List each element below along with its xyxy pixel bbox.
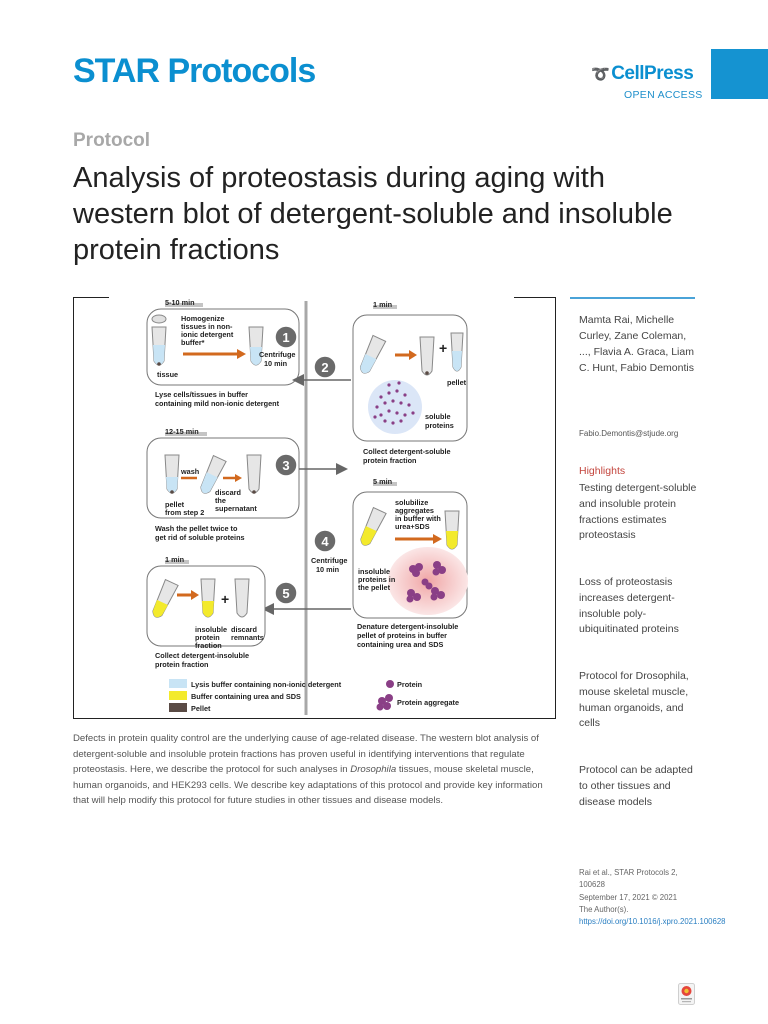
- legend-swatch-urea: [169, 691, 187, 700]
- step3-discard-label: the: [215, 496, 226, 505]
- article-title: Analysis of proteostasis during aging with western blot of detergent-soluble and insoluble protein fractions: [73, 162, 673, 266]
- step3-time: 12-15 min: [165, 427, 199, 436]
- publisher-name: CellPress: [611, 63, 694, 84]
- corner-accent: [711, 49, 768, 99]
- step1-box-line: Homogenize: [181, 314, 225, 323]
- step2-proteins-label: proteins: [425, 421, 454, 430]
- step-number-4-label: 4: [321, 534, 329, 549]
- check-for-updates-icon[interactable]: [678, 983, 695, 1005]
- plus-sign: +: [439, 340, 448, 356]
- step3-wash-label: wash: [181, 467, 200, 476]
- step2-caption-line: protein fraction: [363, 456, 417, 465]
- legend-pellet: Pellet: [191, 704, 211, 713]
- step1-box-line: tissues in non-: [181, 322, 233, 331]
- step4-caption-line: pellet of proteins in buffer: [357, 631, 447, 640]
- step3-pellet-label: pellet: [165, 500, 185, 509]
- citation-line: 100628: [579, 880, 606, 890]
- legend-aggregate-icon: [377, 694, 394, 711]
- step5-caption-line: protein fraction: [155, 660, 209, 669]
- citation-line: September 17, 2021 © 2021: [579, 892, 678, 902]
- legend-protein-icon: [386, 680, 394, 688]
- step2-tube-pellet-icon: [420, 337, 434, 375]
- step4-time: 5 min: [373, 477, 393, 486]
- step2-soluble-label: soluble: [425, 412, 451, 421]
- step3-discard-label: discard: [215, 488, 241, 497]
- citation-line: The Author(s).: [579, 904, 629, 914]
- abstract-text-end: tissues, mouse skeletal muscle, human organoids, and HEK293 cells. We describe key adaptations of this protocol and provide key information that will help modify this protocol for future studies in other tissues and disease models.: [73, 764, 543, 806]
- step4-box-line: in buffer with: [395, 514, 441, 523]
- step4-insoluble-label: insoluble: [358, 567, 391, 576]
- step4-tube-right-icon: [445, 511, 459, 549]
- step-number-1-label: 1: [282, 330, 290, 345]
- correspondence-email[interactable]: Fabio.Demontis@stjude.org: [579, 429, 679, 438]
- step1-box-line: ionic detergent: [181, 330, 234, 339]
- step3-caption-line: get rid of soluble proteins: [155, 533, 245, 542]
- step4-insoluble-label: proteins in: [358, 575, 396, 584]
- step4-insoluble-label: the pellet: [358, 583, 391, 592]
- step4-caption-line: containing urea and SDS: [357, 640, 444, 649]
- step2-tube-soluble-icon: [451, 333, 463, 371]
- abstract-species: Drosophila: [350, 764, 397, 775]
- legend-urea: Buffer containing urea and SDS: [191, 692, 301, 701]
- abstract-text: Defects in protein quality control are the underlying cause of age-related disease. The western blot analysis of detergent-soluble and insoluble protein fractions has proven useful in identifying interventions that regulate proteostasis. Here, we describe the protocol for such analyses in: [73, 733, 539, 775]
- step2-time: 1 min: [373, 300, 393, 309]
- step5-insoluble-label: insoluble: [195, 625, 228, 634]
- legend-protein: Protein: [397, 680, 423, 689]
- step2-caption-line: Collect detergent-soluble: [363, 447, 451, 456]
- centrifuge-label: Centrifuge: [311, 556, 348, 565]
- step5-insoluble-label: protein: [195, 633, 220, 642]
- centrifuge-time: 10 min: [264, 359, 288, 368]
- step5-tube-remnant-icon: [235, 579, 249, 617]
- doi-link[interactable]: https://doi.org/10.1016/j.xpro.2021.100628: [579, 917, 726, 927]
- citation-line: Rai et al., STAR Protocols 2,: [579, 868, 678, 877]
- step5-time: 1 min: [165, 555, 185, 564]
- highlight-item: Testing detergent-soluble and insoluble protein fractions estimates proteostasis: [579, 482, 697, 542]
- highlight-item: Protocol for Drosophila, mouse skeletal muscle, human organoids, and cells: [579, 670, 689, 730]
- article-type: Protocol: [73, 130, 151, 151]
- highlights-heading: Highlights: [579, 465, 626, 477]
- highlight-item: Loss of proteostasis increases detergent-insoluble poly-ubiquitinated proteins: [579, 576, 679, 636]
- step1-tissue-label: tissue: [157, 370, 179, 379]
- step4-box-line: solubilize: [395, 498, 429, 507]
- journal-logo[interactable]: STAR Protocols: [73, 52, 316, 90]
- step4-box-line: urea+SDS: [395, 522, 430, 531]
- step1-caption-line: containing mild non-ionic detergent: [155, 399, 280, 408]
- step3-tube-wash-icon: [165, 455, 179, 494]
- centrifuge-label: Centrifuge: [259, 350, 296, 359]
- citation-block: [579, 867, 726, 928]
- step-number-5-label: 5: [282, 586, 290, 601]
- step1-caption-line: Lyse cells/tissues in buffer: [155, 390, 249, 399]
- step5-insoluble-label: fraction: [195, 641, 222, 650]
- plus-sign: +: [221, 591, 230, 607]
- graphical-abstract: [73, 297, 556, 719]
- step4-box-line: aggregates: [395, 506, 434, 515]
- step-number-3-label: 3: [282, 458, 290, 473]
- step5-discard-label: discard: [231, 625, 257, 634]
- legend-lysis: Lysis buffer containing non-ionic detergent: [191, 680, 342, 689]
- step1-time: 5-10 min: [165, 298, 195, 307]
- step3-discard-label: supernatant: [215, 504, 257, 513]
- step2-pellet-label: pellet: [447, 378, 467, 387]
- step5-tube-insoluble-icon: [201, 579, 215, 617]
- step3-caption-line: Wash the pellet twice to: [155, 524, 238, 533]
- step3-tube-clean-icon: [247, 455, 261, 494]
- step1-box-line: buffer*: [181, 338, 205, 347]
- abstract: [73, 731, 553, 809]
- cellpress-logo[interactable]: [591, 63, 693, 85]
- legend-aggregate: Protein aggregate: [397, 698, 460, 707]
- step3-pellet-source: from step 2: [165, 508, 205, 517]
- open-access-label: OPEN ACCESS: [624, 89, 703, 101]
- legend-swatch-lysis: [169, 679, 187, 688]
- step-number-2-label: 2: [321, 360, 329, 375]
- step5-discard-label: remnants: [231, 633, 264, 642]
- legend-swatch-pellet: [169, 703, 187, 712]
- step4-caption-line: Denature detergent-insoluble: [357, 622, 459, 631]
- protocol-workflow-figure: [73, 297, 556, 719]
- step5-caption-line: Collect detergent-insoluble: [155, 651, 250, 660]
- cellpress-mark-icon: ➰: [591, 66, 610, 83]
- highlight-item: Protocol can be adapted to other tissues and disease models: [579, 764, 693, 808]
- centrifuge-time: 10 min: [316, 565, 340, 574]
- step1-tube-right-icon: [249, 327, 263, 365]
- author-list[interactable]: Mamta Rai, Michelle Curley, Zane Coleman, ..., Flavia A. Graca, Liam C. Hunt, Fabio Demontis: [579, 314, 694, 374]
- sidebar-divider: [570, 297, 695, 299]
